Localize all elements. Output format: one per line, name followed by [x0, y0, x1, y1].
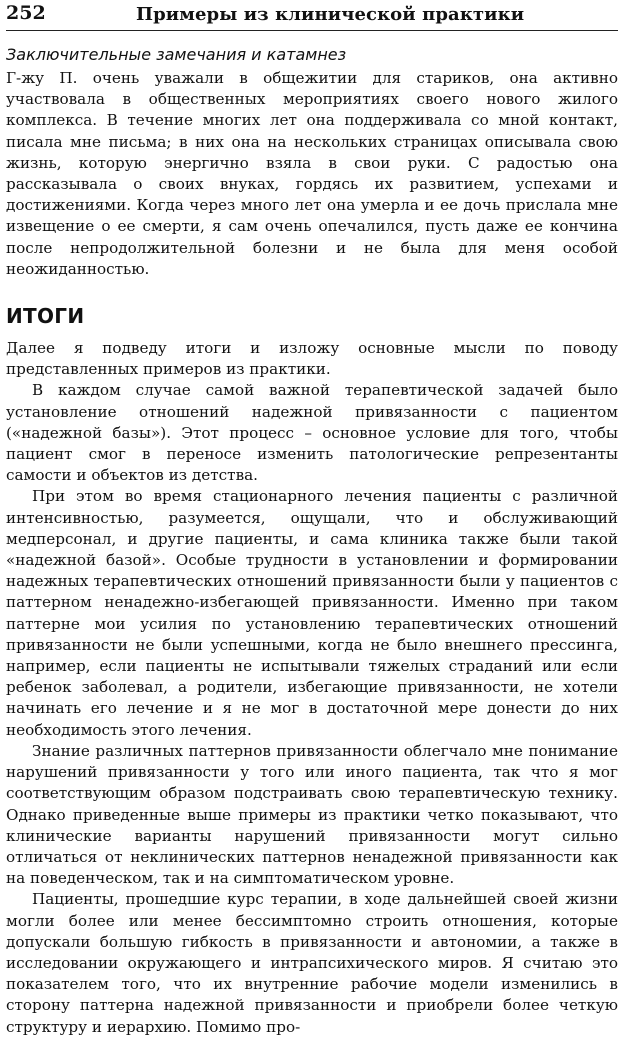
- paragraph-attachment-patterns: Знание различных паттернов привязанности облегчало мне понимание нарушений привязанности у того или иного пациента, так что я мог соответствующим образом подстраивать свою терапевтическую технику. Однако приведенные выше примеры из практики четко показывают, что клинические варианты нарушений привязанности могут сильно отличаться от неклинических паттернов ненадежной привязанности как на поведенческом, так и на симптоматическом уровне.: [6, 741, 618, 888]
- page-number: 252: [6, 2, 46, 24]
- paragraph-conclusion: Г-жу П. очень уважали в общежитии для стариков, она активно участвовала в общественных мероприятиях своего нового жилого комплекса. В течение многих лет она поддерживала со мной контакт, писала мне письма; в них она на нескольких страницах описывала свою жизнь, которую энергично взяла в свои руки. С радостью она рассказывала о своих внуках, гордясь их развитием, успехами и достижениями. Когда через много лет она умерла и ее дочь прислала мне извещение о ее смерти, я сам очень опечалился, пусть даже ее кончина после непродолжительной болезни и не была для меня особой неожиданностью.: [6, 69, 618, 278]
- paragraph-secure-base: В каждом случае самой важной терапевтической задачей было установление отношений надежной привязанности с пациентом («надежной базы»). Этот процесс – основное условие для того, чтобы пациент смог в переносе изменить патологические репрезентанты самости и объектов из детства.: [6, 381, 618, 485]
- section-title-summary: ИТОГИ: [6, 304, 85, 329]
- running-title: Примеры из клинической практики: [136, 4, 525, 25]
- paragraph-inpatient-treatment: При этом во время стационарного лечения пациенты с различной интенсивностью, разумеется, ощущали, что и обслуживающий медперсонал, и другие пациенты, и сама клиника также были такой «надежной базой». Особые трудности в установлении и формировании надежных терапевтических отношений привязанности были у пациентов с паттерном ненадежно-избегающей привязанности. Именно при таком паттерне мои усилия по установлению терапевтических отношений привязанности не были успешными, когда не было внешнего прессинга, например, если пациенты не испытывали тяжелых страданий или если ребенок заболевал, а родители, избегающие привязанности, не хотели начинать его лечение и я не мог в достаточной мере донести до них необходимость этого лечения.: [6, 487, 618, 739]
- page-header: [6, 0, 618, 31]
- paragraph-therapy-outcomes: Пациенты, прошедшие курс терапии, в ходе дальнейшей своей жизни могли более или менее бессимптомно строить отношения, которые допускали большую гибкость в привязанности и автономии, а также в исследовании окружающего и интрапсихического миров. Я считаю это показателем того, что их внутренние рабочие модели изменились в сторону паттерна надежной привязанности и приобрели более четкую структуру и иерархию. Помимо про-: [6, 890, 618, 1036]
- paragraph-summary-intro: Далее я подведу итоги и изложу основные мысли по поводу представленных примеров из практики.: [6, 339, 618, 379]
- subsection-title-conclusion: Заключительные замечания и катамнез: [6, 45, 347, 64]
